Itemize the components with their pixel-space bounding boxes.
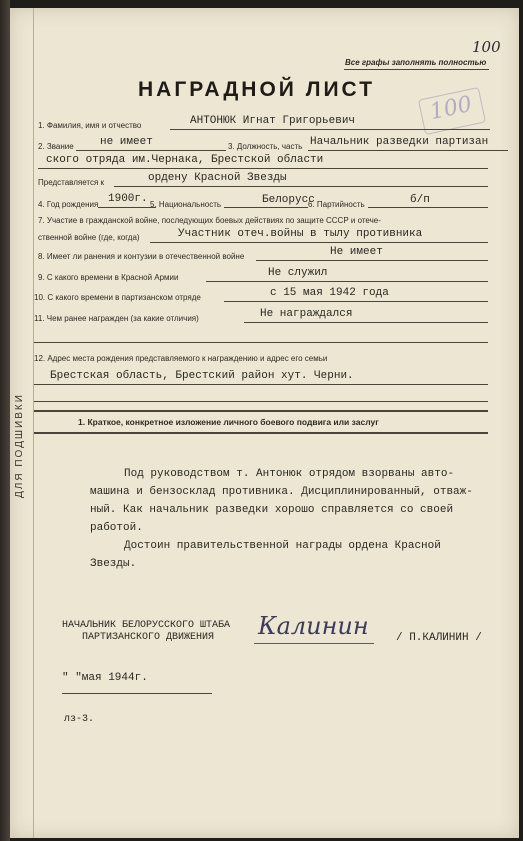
field-3-value-a: Начальник разведки партизан xyxy=(310,136,489,148)
field-10-value: с 15 мая 1942 года xyxy=(270,287,389,299)
field-5-label: 5. Национальность xyxy=(150,200,222,209)
field-9-label: 9. С какого времени в Красной Армии xyxy=(38,273,179,282)
field-12-value: Брестская область, Брестский район хут. Черни. xyxy=(50,370,354,382)
body-line-5: Достоин правительственной награды ордена Красной xyxy=(124,540,441,552)
signature-date: " "мая 1944г. xyxy=(62,672,148,684)
section-heading: 1. Краткое, конкретное изложение личного боевого подвига или заслуг xyxy=(78,417,379,427)
field-8-value: Не имеет xyxy=(330,246,383,258)
nominated-label: Представляется к xyxy=(38,178,105,187)
signer-position-a: НАЧАЛЬНИК БЕЛОРУССКОГО ШТАБА xyxy=(62,620,231,631)
field-5-value: Белорусс xyxy=(262,194,315,206)
field-7-label-a: 7. Участие в гражданской войне, последующих боевых действиях по защите СССР и отече- xyxy=(38,216,381,225)
body-line-2: машина и бензосклад противника. Дисциплинированный, отваж- xyxy=(90,486,473,498)
field-6-label: 6. Партийность xyxy=(308,200,365,209)
stamp-number: 100 xyxy=(427,91,475,126)
field-11-value: Не награждался xyxy=(260,308,353,320)
field-8-label: 8. Имеет ли ранения и контузии в отечественной войне xyxy=(38,252,245,261)
field-9-value: Не служил xyxy=(268,267,328,279)
body-line-1: Под руководством т. Антонюк отрядом взорваны авто- xyxy=(124,468,455,480)
field-4-value: 1900г. xyxy=(108,193,148,205)
field-1-value: АНТОНЮК Игнат Григорьевич xyxy=(190,115,356,127)
field-6-value: б/п xyxy=(410,194,430,206)
field-7-label-b: ственной войне (где, когда) xyxy=(38,233,140,242)
binding-edge xyxy=(0,0,10,841)
side-filing-text: ДЛЯ ПОДШИВКИ xyxy=(14,393,25,498)
nominated-value: ордену Красной Звезды xyxy=(148,172,287,184)
field-10-label: 10. С какого времени в партизанском отряде xyxy=(34,293,201,302)
body-line-3: ный. Как начальник разведки хорошо справляется со своей xyxy=(90,504,454,516)
field-2-label: 2. Звание xyxy=(38,142,74,151)
handwritten-signature: Калинин xyxy=(258,612,369,640)
award-sheet xyxy=(10,8,519,838)
fill-all-note: Все графы заполнять полностью xyxy=(345,58,487,67)
page-title: НАГРАДНОЙ ЛИСТ xyxy=(138,78,376,101)
field-4-label: 4. Год рождения xyxy=(38,200,99,209)
document-code: лз-3. xyxy=(64,714,95,725)
signer-position-b: ПАРТИЗАНСКОГО ДВИЖЕНИЯ xyxy=(82,632,215,643)
field-12-label: 12. Адрес места рождения представляемого к награждению и адрес его семьи xyxy=(34,354,328,363)
field-1-label: 1. Фамилия, имя и отчество xyxy=(38,121,142,130)
signer-name: / П.КАЛИНИН / xyxy=(396,632,482,644)
field-11-label: 11. Чем ранее награжден (за какие отличия) xyxy=(34,314,199,323)
body-line-4: работой. xyxy=(90,522,143,534)
field-7-value: Участник отеч.войны в тылу противника xyxy=(178,228,423,240)
body-line-6: Звезды. xyxy=(90,558,137,570)
handwritten-page-number: 100 xyxy=(472,38,501,56)
field-2-value: не имеет xyxy=(100,136,153,148)
field-3-value-b: ского отряда им.Чернака, Брестской области xyxy=(46,154,324,166)
field-3-label: 3. Должность, часть xyxy=(228,142,303,151)
